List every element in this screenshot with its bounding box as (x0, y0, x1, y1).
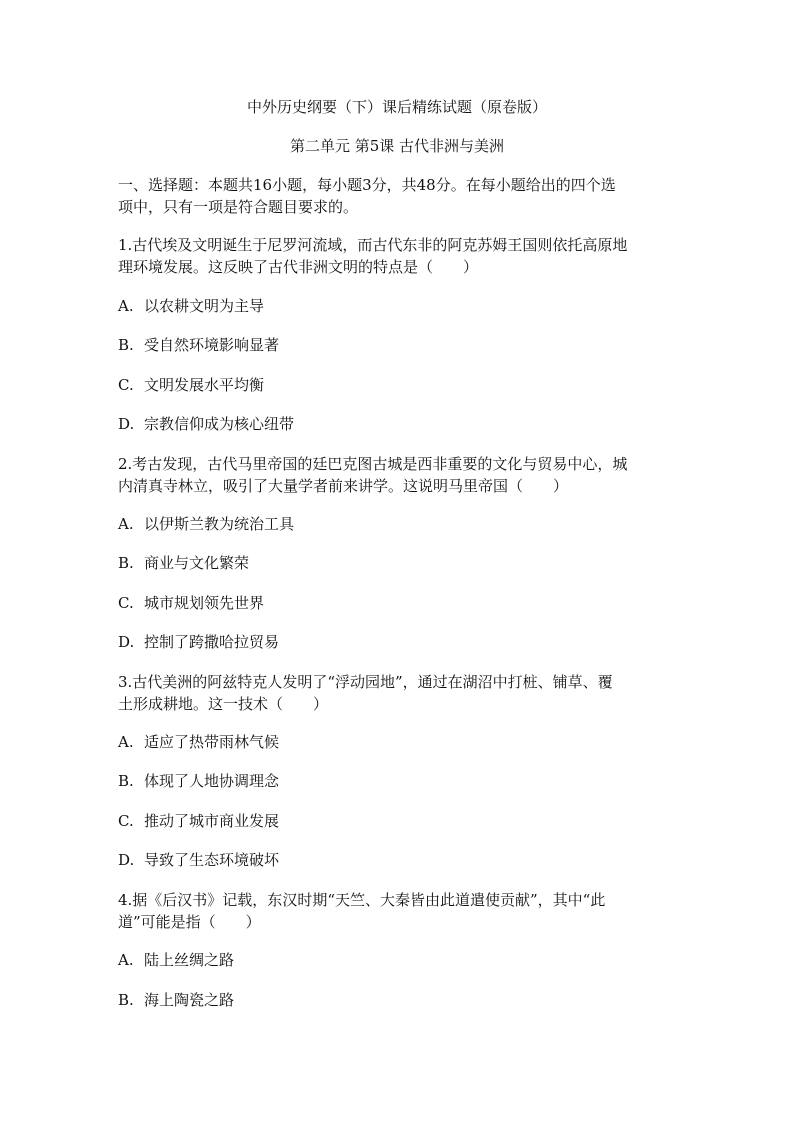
option-letter: A. (118, 951, 134, 969)
question-stem-line: 道”可能是指（ ） (118, 913, 261, 931)
question-stem-line: 3.古代美洲的阿兹特克人发明了“浮动园地”，通过在湖沼中打桩、铺草、覆 (118, 673, 613, 691)
option-letter: C. (118, 594, 134, 612)
document-subtitle: 第二单元 第5课 古代非洲与美洲 (289, 137, 505, 155)
option-letter: A. (118, 733, 134, 751)
option-letter: C. (118, 812, 134, 830)
question-stem-line: 4.据《后汉书》记载，东汉时期“天竺、大秦皆由此道遣使贡献”，其中“此 (118, 891, 606, 909)
question-1-option-b (118, 335, 279, 355)
question-2-option-b (118, 553, 249, 573)
option-letter: A. (118, 297, 134, 315)
option-text: 推动了城市商业发展 (144, 812, 280, 830)
option-text: 以伊斯兰教为统治工具 (144, 515, 295, 533)
question-1-stem (118, 234, 678, 278)
option-text: 城市规划领先世界 (144, 594, 265, 612)
document-title: 中外历史纲要（下）课后精练试题（原卷版） (246, 98, 547, 116)
instruction-line: 项中，只有一项是符合题目要求的。 (118, 198, 359, 216)
question-2-option-a (118, 514, 294, 534)
question-1-option-c (118, 375, 264, 395)
question-4-option-b (118, 990, 234, 1010)
section-instructions (118, 174, 678, 218)
question-stem-line: 1.古代埃及文明诞生于尼罗河流域，而古代东非的阿克苏姆王国则依托高原地 (118, 236, 628, 254)
question-stem-line: 土形成耕地。这一技术（ ） (118, 695, 329, 713)
question-1-option-d (118, 414, 294, 434)
question-2-stem (118, 453, 678, 497)
question-3-option-b (118, 771, 279, 791)
question-2-option-d (118, 632, 279, 652)
option-text: 适应了热带雨林气候 (144, 733, 280, 751)
option-text: 文明发展水平均衡 (144, 376, 265, 394)
question-3-stem (118, 671, 678, 715)
option-text: 宗教信仰成为核心纽带 (144, 415, 295, 433)
option-text: 受自然环境影响显著 (144, 336, 280, 354)
option-letter: B. (118, 991, 134, 1009)
option-text: 控制了跨撒哈拉贸易 (144, 633, 280, 651)
option-text: 导致了生态环境破坏 (144, 851, 280, 869)
question-4-stem (118, 889, 678, 933)
option-text: 海上陶瓷之路 (144, 991, 235, 1009)
question-stem-line: 内清真寺林立，吸引了大量学者前来讲学。这说明马里帝国（ ） (118, 477, 569, 495)
option-letter: B. (118, 336, 134, 354)
option-letter: A. (118, 515, 134, 533)
option-letter: B. (118, 772, 134, 790)
question-3-option-c (118, 811, 279, 831)
option-letter: D. (118, 415, 135, 433)
question-1-option-a (118, 296, 264, 316)
option-text: 商业与文化繁荣 (144, 554, 250, 572)
option-text: 陆上丝绸之路 (144, 951, 235, 969)
instruction-line: 一、选择题：本题共16小题，每小题3分，共48分。在每小题给出的四个选 (118, 176, 616, 194)
question-3-option-a (118, 732, 279, 752)
question-stem-line: 2.考古发现，古代马里帝国的廷巴克图古城是西非重要的文化与贸易中心，城 (118, 455, 628, 473)
option-letter: D. (118, 851, 135, 869)
question-3-option-d (118, 850, 279, 870)
option-text: 以农耕文明为主导 (144, 297, 265, 315)
question-stem-line: 理环境发展。这反映了古代非洲文明的特点是（ ） (118, 258, 479, 276)
option-letter: D. (118, 633, 135, 651)
question-2-option-c (118, 593, 264, 613)
option-letter: B. (118, 554, 134, 572)
option-text: 体现了人地协调理念 (144, 772, 280, 790)
option-letter: C. (118, 376, 134, 394)
question-4-option-a (118, 950, 234, 970)
